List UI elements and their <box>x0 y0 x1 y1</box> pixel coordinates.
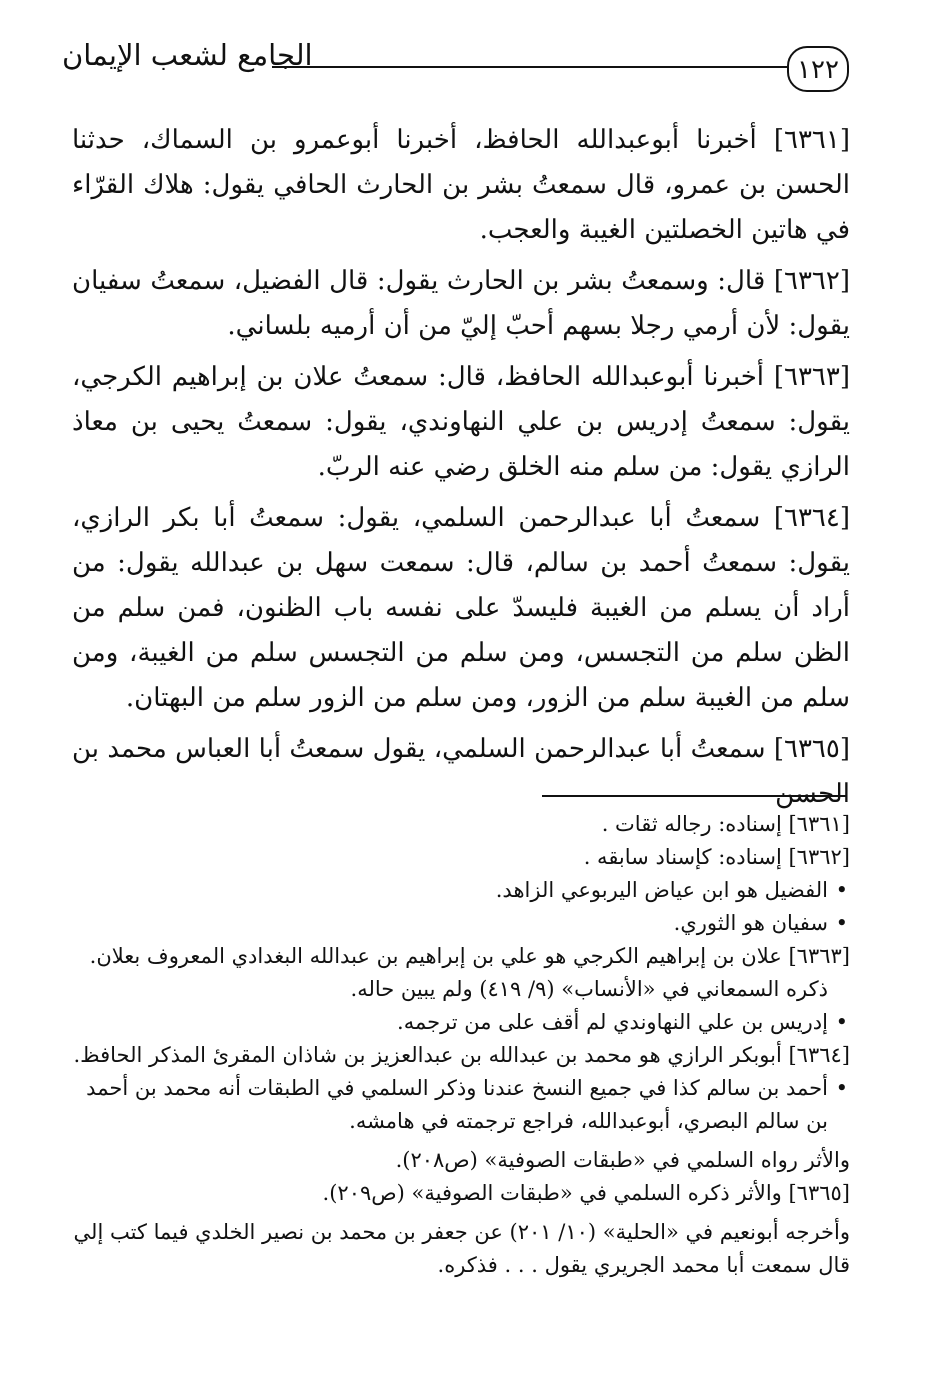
header-rule <box>272 66 787 68</box>
footnote-6361: [٦٣٦١] إسناده: رجاله ثقات . <box>601 812 850 836</box>
footnote-6362: [٦٣٦٢] إسناده: كإسناد سابقه . <box>583 845 850 869</box>
footnote-6365-continuation: وأخرجه أبونعيم في «الحلية» (١٠/ ٢٠١) عن جعفر بن محمد بن نصير الخلدي فيما كتب إلي قال سمعت أبا محمد الجريري يقول . . . فذكره. <box>73 1220 850 1277</box>
footnote-6364: [٦٣٦٤] أبوبكر الرازي هو محمد بن عبدالله بن عبدالعزيز بن شاذان المقرئ المذكر الحافظ. <box>73 1043 850 1067</box>
paragraph-6364: [٦٣٦٤] سمعتُ أبا عبدالرحمن السلمي، يقول: سمعتُ أبا بكر الرازي، يقول: سمعتُ أحمد بن سالم، قال: سمعت سهل بن عبدالله يقول: من أراد أن يسلم من الغيبة فليسدّ على نفسه باب الظنون، فمن سلم من الظن سلم من التجسس، ومن سلم من التجسس سلم من الغيبة، ومن سلم من الغيبة سلم من الزور، ومن سلم من الزور سلم من البهتان. <box>72 503 850 713</box>
footnote-6362-bullet-1: • الفضيل هو ابن عياض اليربوعي الزاهد. <box>72 874 850 907</box>
paragraph-6362: [٦٣٦٢] قال: وسمعتُ بشر بن الحارث يقول: قال الفضيل، سمعتُ سفيان يقول: لأن أرمي رجلا بسهم أحبّ إليّ من أن أرميه بلساني. <box>72 266 850 341</box>
main-text <box>72 118 850 817</box>
running-title: الجامع لشعب الإيمان <box>62 38 313 72</box>
paragraph-6365: [٦٣٦٥] سمعتُ أبا عبدالرحمن السلمي، يقول سمعتُ أبا العباس محمد بن الحسن <box>72 734 850 809</box>
footnote-6364-bullet-1: • أحمد بن سالم كذا في جميع النسخ عندنا وذكر السلمي في الطبقات أنه محمد بن أحمد بن سالم البصري، أبوعبدالله، فراجع ترجمته في هامشه. <box>72 1072 850 1138</box>
paragraph-6363: [٦٣٦٣] أخبرنا أبوعبدالله الحافظ، قال: سمعتُ علان بن إبراهيم الكرجي، يقول: سمعتُ إدريس بن علي النهاوندي، يقول: سمعتُ يحيى بن معاذ الرازي يقول: من سلم منه الخلق رضي عنه الربّ. <box>72 362 850 482</box>
paragraph-6361: [٦٣٦١] أخبرنا أبوعبدالله الحافظ، أخبرنا أبوعمرو بن السماك، حدثنا الحسن بن عمرو، قال سمعتُ بشر بن الحارث الحافي يقول: هلاك القرّاء في هاتين الخصلتين الغيبة والعجب. <box>72 125 850 245</box>
footnote-6363: [٦٣٦٣] علان بن إبراهيم الكرجي هو علي بن إبراهيم بن عبدالله البغدادي المعروف بعلان. <box>89 944 850 968</box>
footnotes <box>72 808 850 1282</box>
footnote-6363-bullet-1: • إدريس بن علي النهاوندي لم أقف على من ترجمه. <box>72 1006 850 1039</box>
footnote-6365: [٦٣٦٥] والأثر ذكره السلمي في «طبقات الصوفية» (ص٢٠٩). <box>322 1181 850 1205</box>
footnote-6362-bullet-2: • سفيان هو الثوري. <box>72 907 850 940</box>
footnote-6364-continuation: والأثر رواه السلمي في «طبقات الصوفية» (ص٢٠٨). <box>395 1148 850 1172</box>
page-number: ١٢٢ <box>787 46 849 92</box>
footnote-6363-continuation: ذكره السمعاني في «الأنساب» (٩/ ٤١٩) ولم يبين حاله. <box>350 977 828 1001</box>
footnote-separator <box>542 795 846 797</box>
